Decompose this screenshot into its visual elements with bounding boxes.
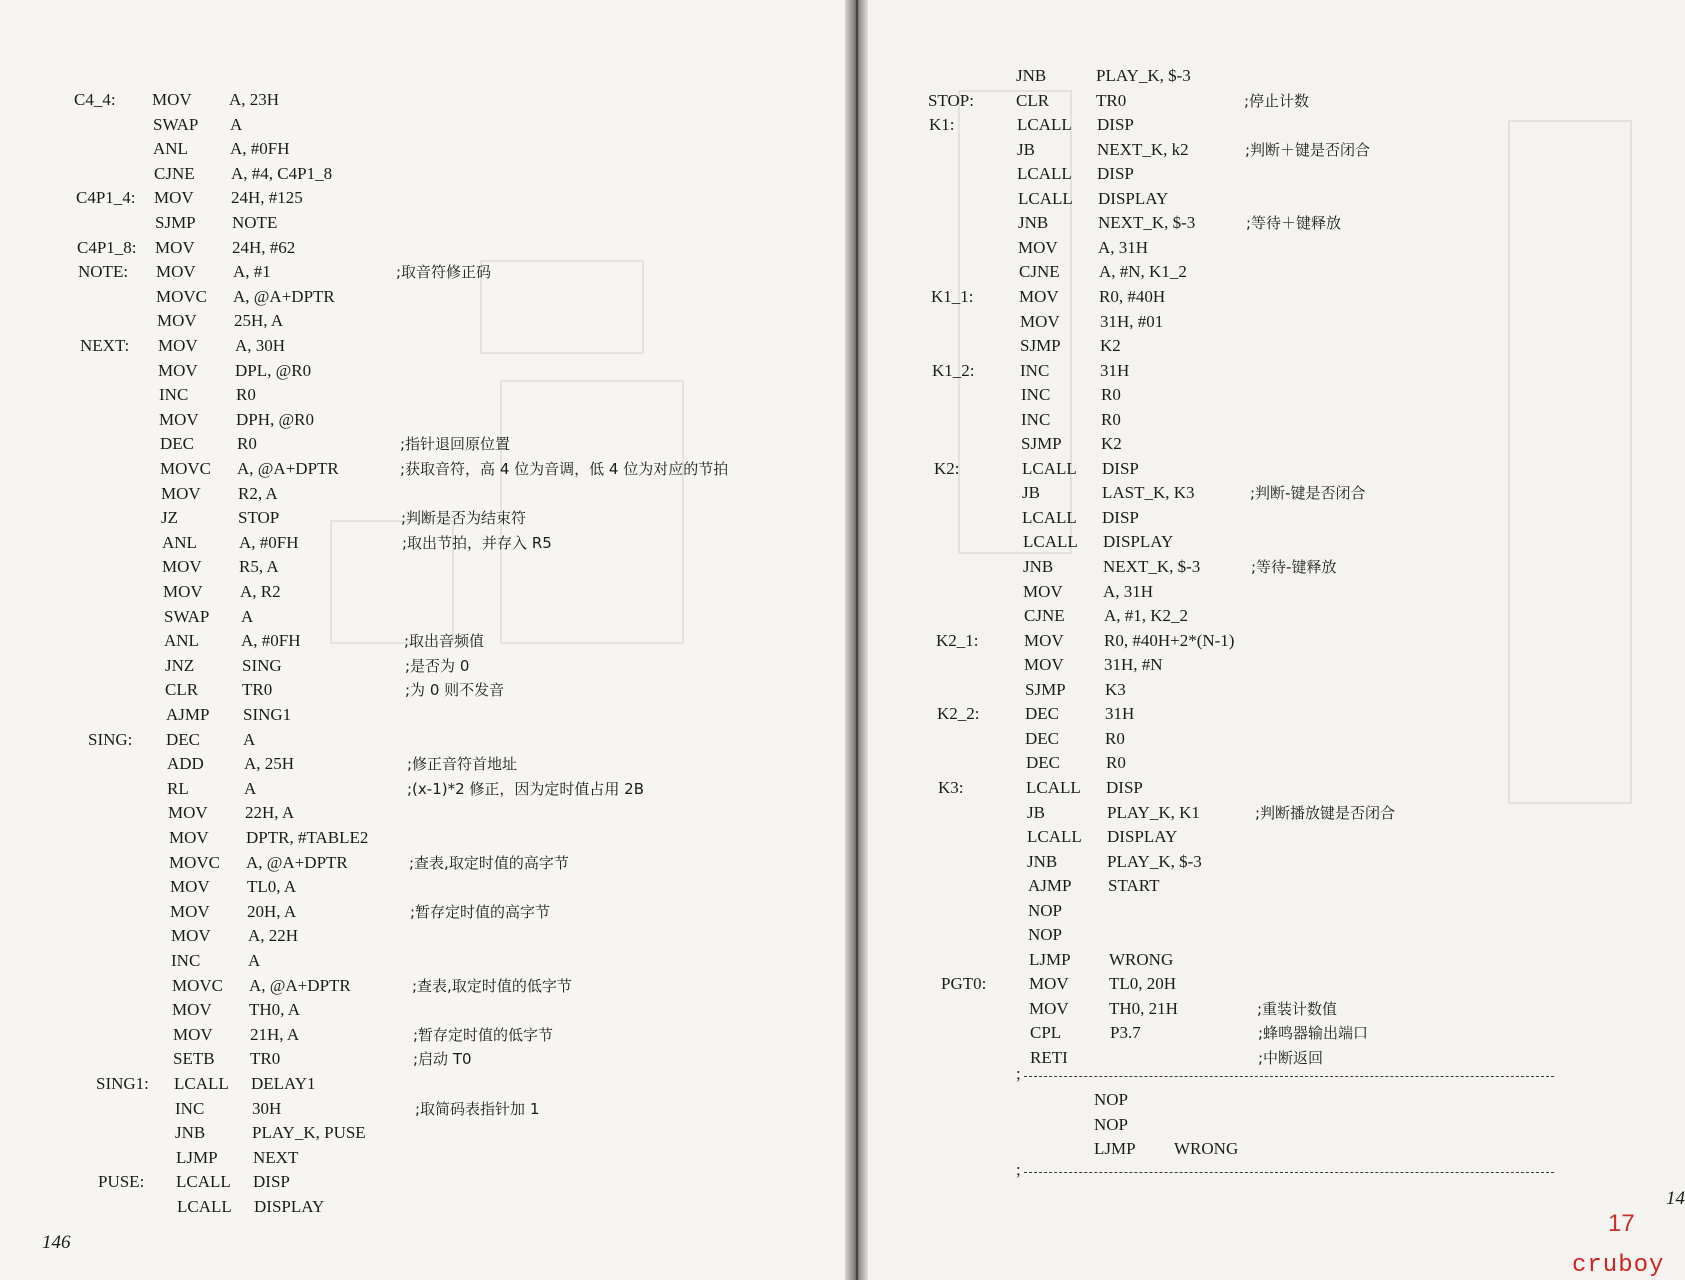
code-comment: ;重装计数值	[1257, 999, 1338, 1018]
code-operands: TH0, 21H	[1109, 998, 1178, 1018]
code-opcode: DEC	[166, 729, 200, 749]
code-operands: DPTR, #TABLE2	[246, 828, 369, 847]
code-opcode: INC	[1021, 385, 1051, 405]
code-comment: ;启动 T0	[413, 1050, 472, 1069]
code-comment: ;判断＋键是否闭合	[1245, 140, 1371, 159]
code-opcode: SWAP	[164, 606, 210, 626]
code-opcode: CJNE	[1019, 262, 1060, 282]
code-opcode: MOV	[170, 877, 210, 897]
code-operands: NOTE	[232, 213, 278, 232]
code-operands: STOP	[238, 508, 280, 528]
code-operands: PLAY_K, $-3	[1107, 851, 1202, 871]
code-operands: DISPLAY	[1107, 827, 1178, 847]
code-comment: ;判断播放键是否闭合	[1255, 803, 1396, 822]
code-opcode: MOV	[1018, 237, 1058, 257]
code-comment: ;获取音符，高 4 位为音调，低 4 位为对应的节拍	[400, 460, 729, 478]
code-operands: R0	[237, 434, 257, 454]
code-operands: A, #0FH	[241, 631, 301, 651]
code-opcode: LJMP	[176, 1147, 218, 1167]
code-operands: TR0	[250, 1049, 281, 1069]
code-operands: DISP	[1097, 115, 1134, 135]
code-operands: DISP	[1102, 507, 1139, 527]
code-operands: R0	[1105, 728, 1125, 748]
code-label: PUSE:	[98, 1172, 145, 1192]
code-operands: START	[1108, 876, 1160, 896]
code-operands: A, #0FH	[230, 139, 290, 159]
code-opcode: LCALL	[1023, 532, 1078, 552]
code-opcode: INC	[1020, 360, 1050, 380]
code-label: K1_2:	[932, 360, 975, 380]
code-opcode: LCALL	[177, 1197, 232, 1216]
code-operands: TL0, A	[247, 877, 297, 897]
code-opcode: MOVC	[172, 975, 224, 995]
code-opcode: SETB	[173, 1049, 215, 1069]
code-operands: R0	[236, 385, 256, 405]
code-opcode: LCALL	[1027, 827, 1082, 847]
code-opcode: SJMP	[1020, 336, 1061, 356]
code-operands: 31H	[1105, 704, 1135, 724]
code-operands: A	[248, 951, 261, 970]
code-operands: TH0, A	[249, 1000, 300, 1020]
code-operands: A	[241, 606, 254, 626]
bleed-through-box	[1508, 120, 1632, 804]
left-page-number: 146	[42, 1232, 71, 1253]
code-opcode: MOV	[1020, 311, 1060, 331]
code-opcode: JNB	[1016, 66, 1047, 85]
code-operands: R0	[1106, 753, 1126, 773]
code-operands: R0, #40H	[1099, 286, 1166, 306]
code-opcode: MOV	[162, 557, 202, 577]
code-operands: A, 31H	[1098, 237, 1149, 257]
code-operands: A, #N, K1_2	[1099, 262, 1187, 282]
code-operands: A, @A+DPTR	[246, 852, 348, 872]
code-operands: SING1	[243, 705, 292, 724]
code-operands: WRONG	[1109, 949, 1174, 969]
code-operands: A, 23H	[229, 90, 280, 109]
code-opcode: LCALL	[1018, 188, 1073, 208]
code-opcode: DEC	[1025, 728, 1059, 748]
code-operands: PLAY_K, K1	[1107, 802, 1200, 822]
code-opcode: MOV	[172, 1000, 212, 1020]
code-operands: A, R2	[240, 582, 281, 601]
code-opcode: JB	[1022, 483, 1040, 503]
code-opcode: ANL	[164, 631, 199, 651]
code-comment: ;取出节拍，并存入 R5	[402, 533, 552, 552]
code-opcode: MOV	[168, 803, 208, 823]
code-opcode: CPL	[1030, 1023, 1062, 1043]
code-opcode: DEC	[1025, 704, 1059, 724]
code-opcode: SJMP	[1025, 679, 1066, 699]
code-operands: A, @A+DPTR	[237, 459, 339, 478]
code-label: K2_2:	[937, 704, 980, 724]
code-operands: A, #1, K2_2	[1104, 606, 1189, 626]
bleed-through-box	[480, 260, 644, 354]
code-operands: A	[230, 114, 243, 134]
code-opcode: MOV	[1023, 581, 1063, 601]
code-opcode: JB	[1017, 139, 1035, 159]
code-opcode: RL	[167, 778, 189, 798]
code-opcode: CLR	[165, 680, 199, 700]
code-opcode: CJNE	[154, 163, 195, 183]
code-opcode: MOV	[169, 828, 209, 847]
code-operands: A, #4, C4P1_8	[231, 163, 333, 183]
code-opcode: MOV	[1024, 630, 1064, 650]
code-opcode: MOV	[161, 483, 201, 503]
code-opcode: NOP	[1028, 925, 1063, 945]
code-opcode: RETI	[1030, 1048, 1068, 1067]
code-opcode: LCALL	[1017, 115, 1072, 135]
code-operands: LAST_K, K3	[1102, 483, 1195, 503]
code-operands: 22H, A	[245, 803, 295, 823]
code-comment: ;是否为 0	[405, 656, 470, 675]
code-opcode: MOVC	[169, 852, 221, 872]
code-label: C4P1_8:	[77, 237, 137, 257]
code-opcode: MOV	[157, 311, 197, 331]
code-operands: 31H	[1100, 360, 1130, 380]
code-comment: ;查表,取定时值的低字节	[412, 976, 572, 995]
code-opcode: DEC	[1026, 753, 1060, 773]
code-label: STOP:	[928, 90, 974, 110]
code-opcode: MOV	[152, 90, 192, 109]
code-opcode: INC	[171, 951, 201, 970]
code-opcode: MOV	[1024, 655, 1064, 675]
code-opcode: MOV	[173, 1024, 213, 1044]
code-operands: R5, A	[239, 557, 279, 577]
code-opcode: MOV	[154, 188, 194, 208]
code-operands: P3.7	[1110, 1023, 1141, 1043]
code-opcode: LCALL	[1017, 164, 1072, 184]
code-opcode: JNB	[1023, 557, 1054, 576]
code-opcode: SJMP	[1021, 434, 1062, 454]
dashed-separator	[1024, 1172, 1554, 1173]
code-operands: K3	[1105, 679, 1126, 699]
code-comment: ;判断-键是否闭合	[1250, 484, 1366, 503]
code-operands: DELAY1	[251, 1074, 316, 1093]
code-opcode: MOV	[158, 336, 198, 355]
code-comment: ;为 0 则不发音	[405, 681, 505, 700]
code-operands: DISPLAY	[1098, 188, 1169, 208]
code-operands: NEXT_K, $-3	[1098, 213, 1196, 233]
code-opcode: MOV	[1019, 286, 1059, 306]
code-opcode: ANL	[153, 139, 188, 159]
code-operands: 24H, #125	[231, 188, 303, 208]
code-operands: DISP	[1097, 164, 1134, 184]
code-operands: NEXT	[253, 1147, 299, 1167]
code-operands: DPH, @R0	[236, 409, 315, 429]
code-operands: SING	[242, 655, 282, 675]
code-opcode: JNB	[1027, 851, 1058, 871]
code-operands: A, 22H	[248, 926, 299, 946]
code-opcode: LJMP	[1029, 949, 1071, 969]
code-operands: A, #1	[233, 262, 271, 282]
code-operands: A, @A+DPTR	[249, 975, 351, 995]
code-label: SING1:	[96, 1074, 149, 1093]
code-operands: DISP	[253, 1172, 290, 1192]
code-label: K3:	[938, 777, 964, 797]
code-opcode: MOV	[159, 409, 199, 429]
code-opcode: MOVC	[160, 459, 212, 478]
code-label: K1_1:	[931, 286, 974, 306]
code-comment: ;取简码表指针加 1	[415, 1099, 540, 1118]
code-comment: ;等待＋键释放	[1246, 214, 1342, 233]
code-label: SING:	[88, 729, 133, 749]
code-operands: 21H, A	[250, 1024, 300, 1044]
code-opcode: MOV	[170, 901, 210, 921]
code-operands: NEXT_K, k2	[1097, 139, 1189, 159]
code-label: PGT0:	[941, 974, 987, 994]
code-operands: R0	[1101, 409, 1121, 429]
separator-semicolon: ;	[1016, 1160, 1021, 1179]
code-operands: 20H, A	[247, 901, 297, 921]
watermark: cruboy	[1572, 1252, 1665, 1279]
right-page-number: 14	[1666, 1188, 1685, 1209]
code-opcode: MOV	[1029, 998, 1069, 1018]
code-operands: DPL, @R0	[235, 360, 312, 380]
code-opcode: AJMP	[1028, 876, 1072, 896]
code-operands: 25H, A	[234, 311, 284, 331]
code-operands: TL0, 20H	[1109, 974, 1177, 994]
code-label: NOTE:	[78, 262, 129, 282]
code-operands: TR0	[242, 680, 273, 700]
code-operands: DISPLAY	[254, 1197, 325, 1216]
code-operands: PLAY_K, $-3	[1096, 66, 1191, 85]
bleed-through-box	[500, 380, 684, 644]
code-operands: R0	[1101, 385, 1121, 405]
code-opcode: ANL	[162, 532, 197, 552]
code-opcode: INC	[1021, 409, 1051, 429]
code-operands: DISPLAY	[1103, 532, 1174, 552]
code-opcode: LCALL	[176, 1172, 231, 1192]
code-label: NEXT:	[80, 336, 130, 355]
code-opcode: DEC	[160, 434, 194, 454]
code-operands: DISP	[1102, 458, 1139, 478]
code-opcode: NOP	[1094, 1090, 1129, 1109]
code-operands: A, 25H	[244, 754, 295, 774]
code-operands: 31H, #N	[1104, 655, 1163, 675]
code-opcode: JNB	[1018, 213, 1049, 233]
code-operands: 30H	[252, 1098, 282, 1118]
code-opcode: LCALL	[174, 1074, 229, 1093]
code-opcode: MOV	[163, 582, 203, 601]
code-opcode: INC	[175, 1098, 205, 1118]
code-operands: TR0	[1096, 90, 1127, 110]
code-comment: ;暂存定时值的高字节	[410, 902, 551, 921]
code-opcode: CJNE	[1024, 606, 1065, 626]
dashed-separator	[1024, 1076, 1554, 1077]
right-page	[868, 0, 1685, 1280]
code-operands: DISP	[1106, 777, 1143, 797]
book-spine	[845, 0, 868, 1280]
code-comment: ;查表,取定时值的高字节	[409, 853, 569, 872]
code-label: K1:	[929, 115, 955, 135]
code-opcode: NOP	[1028, 900, 1063, 920]
code-opcode: MOV	[156, 262, 196, 282]
code-operands: A, #0FH	[239, 532, 299, 552]
code-operands: K2	[1101, 434, 1122, 454]
code-operands: WRONG	[1174, 1139, 1239, 1158]
code-label: K2:	[934, 458, 960, 478]
code-opcode: MOV	[158, 360, 198, 380]
code-opcode: LCALL	[1022, 507, 1077, 527]
code-label: C4_4:	[74, 90, 116, 109]
code-label: C4P1_4:	[76, 188, 136, 208]
code-opcode: LJMP	[1094, 1139, 1136, 1158]
code-comment: ;(x-1)*2 修正，因为定时值占用 2B	[407, 779, 645, 798]
code-label: K2_1:	[936, 630, 979, 650]
code-operands: A, @A+DPTR	[233, 286, 335, 306]
code-opcode: NOP	[1094, 1114, 1129, 1134]
code-opcode: INC	[159, 385, 189, 405]
code-opcode: MOV	[155, 237, 195, 257]
code-operands: R0, #40H+2*(N-1)	[1104, 630, 1235, 650]
code-opcode: AJMP	[166, 705, 210, 724]
code-comment: ;取音符修正码	[396, 263, 492, 282]
code-operands: A, 31H	[1103, 581, 1154, 601]
code-operands: NEXT_K, $-3	[1103, 557, 1201, 576]
handwritten-mark: 17	[1608, 1210, 1635, 1237]
code-operands: A	[244, 778, 257, 798]
code-operands: A	[243, 729, 256, 749]
code-opcode: JB	[1027, 802, 1045, 822]
code-opcode: SWAP	[153, 114, 199, 134]
code-operands: PLAY_K, PUSE	[252, 1123, 366, 1143]
code-operands: 31H, #01	[1100, 311, 1164, 331]
code-operands: R2, A	[238, 483, 278, 503]
code-comment: ;中断返回	[1258, 1049, 1324, 1067]
code-opcode: CLR	[1016, 90, 1050, 110]
code-comment: ;停止计数	[1244, 91, 1310, 110]
code-operands: 24H, #62	[232, 237, 296, 257]
code-comment: ;修正音符首地址	[407, 755, 518, 774]
code-operands: K2	[1100, 336, 1121, 356]
code-operands: A, 30H	[235, 336, 286, 355]
code-opcode: LCALL	[1022, 458, 1077, 478]
code-comment: ;判断是否为结束符	[401, 509, 527, 528]
code-opcode: JZ	[161, 508, 178, 528]
code-comment: ;取出音频值	[404, 632, 485, 651]
code-opcode: MOV	[171, 926, 211, 946]
code-opcode: MOVC	[156, 286, 208, 306]
code-comment: ;暂存定时值的低字节	[413, 1025, 554, 1044]
separator-semicolon: ;	[1016, 1064, 1021, 1083]
code-opcode: JNZ	[165, 655, 195, 675]
code-opcode: JNB	[175, 1123, 206, 1143]
code-opcode: SJMP	[155, 213, 196, 232]
code-opcode: ADD	[167, 754, 204, 774]
code-comment: ;等待-键释放	[1251, 558, 1337, 576]
code-opcode: LCALL	[1026, 777, 1081, 797]
code-comment: ;蜂鸣器输出端口	[1258, 1024, 1369, 1043]
code-comment: ;指针退回原位置	[400, 435, 511, 454]
code-opcode: MOV	[1029, 974, 1069, 994]
